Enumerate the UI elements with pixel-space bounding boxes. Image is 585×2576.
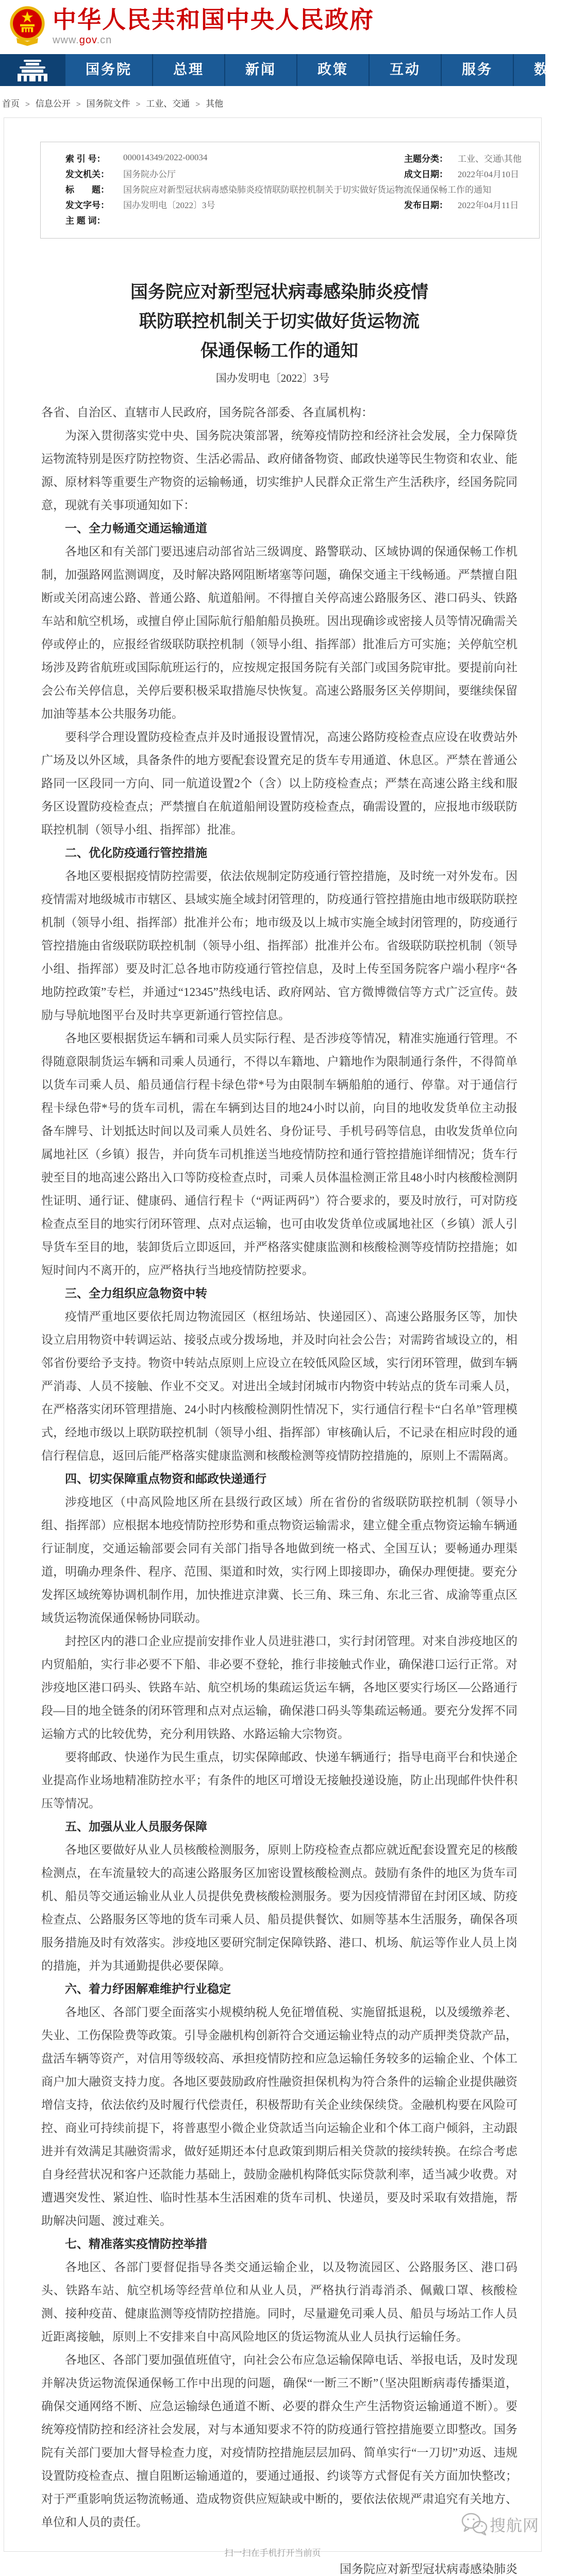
meta-label: 主题分类： (404, 154, 448, 164)
section-heading: 三、全力组织应急物资中转 (65, 1287, 207, 1300)
breadcrumb-separator: > (76, 100, 81, 109)
meta-label: 发文字号： (65, 200, 109, 210)
section-heading: 一、全力畅通交通运输通道 (65, 522, 207, 535)
section-heading: 五、加强从业人员服务保障 (65, 1820, 207, 1833)
body-paragraph: 各地区要做好从业人员核酸检测服务，原则上防疫检查点都应就近配套设置充足的核酸检测点，在车流量较大的高速公路服务区加密设置核酸检测点。鼓励有条件的地区为货车司机、船员等交通运输业从业人员提供免费核酸检测服务。要为因疫情滞留在封闭区域、防疫检查点、公路服务区等地的货车司乘人员、船员提供餐饮、如厕等基本生活服务，确保各项服务措施及时有效落实。涉疫地区要研究制定保障铁路、港口、机场、航运等作业人员上岗的措施，并为其通勤提供必要保障。 (41, 1843, 517, 1972)
meta-value: 国务院办公厅 (123, 169, 176, 179)
nav-items (64, 54, 585, 86)
nav-home-button[interactable] (0, 54, 64, 86)
meta-value: 2022年04月10日 (458, 169, 519, 179)
body-paragraph: 涉疫地区（中高风险地区所在县级行政区域）所在省份的省级联防联控机制（领导小组、指挥部）应根据本地疫情防控形势和重点物资运输需求，建立健全重点物资运输车辆通行证制度，交通运输部要会同有关部门指导各地做到统一格式、全国互认；要畅通办理渠道，明确办理条件、程序、范围、渠道和时效，实行网上即接即办，确保办理便捷。要充分发挥区域统筹协调机制作用，加快推进京津冀、长三角、珠三角、东北三省、成渝等重点区域货运物流保通保畅协同联动。 (41, 1496, 517, 1624)
site-title: 中华人民共和国中央人民政府 (53, 6, 374, 33)
wechat-icon (461, 2512, 488, 2536)
meta-label: 标 题： (65, 184, 109, 195)
signature-block (340, 2555, 517, 2576)
body-paragraph: 封控区内的港口企业应提前安排作业人员进驻港口，实行封闭管理。对来自涉疫地区的内贸船舶，实行非必要不下船、非必要不登轮，推行非接触式作业，确保港口运行正常。对涉疫地区港口码头、铁路车站、航空机场的集疏运货运车辆，各地区要实行场区—公路通行段—目的地全链条的闭环管理和点对点运输，确保港口码头等集疏运畅通。要充分发挥不同运输方式的比较优势，充分利用铁路、水路运输大宗物资。 (41, 1635, 517, 1740)
breadcrumb (0, 86, 545, 117)
breadcrumb-separator: > (195, 100, 200, 109)
meta-label: 发布日期： (404, 200, 448, 210)
meta-value: 2022年04月11日 (458, 200, 519, 210)
body-paragraph: 疫情严重地区要依托周边物流园区（枢纽场站、快递园区）、高速公路服务区等，加快设立启用物资中转调运站、接驳点或分拨场地，并及时向社会公告；对需跨省域设立的，相邻省份要给予支持。物资中转站点原则上应设立在较低风险区域，实行闭环管理，做到车辆严消毒、人员不接触、作业不交叉。对进出全域封闭城市内物资中转站点的货车司乘人员，在严格落实闭环管理措施、24小时内核酸检测阴性情况下，实行通信行程卡“白名单”管理模式，经地市级以上联防联控机制（领导小组、指挥部）审核确认后，不记录在相应时段的通信行程信息，返回后能严格落实健康监测和核酸检测等疫情防控措施的，原则上不需隔离。 (41, 1310, 517, 1462)
document-number: 国办发明电〔2022〕3号 (215, 372, 330, 384)
meta-value: 工业、交通\其他 (458, 154, 522, 164)
meta-value: 国务院应对新型冠状病毒感染肺炎疫情联防联控机制关于切实做好货运物流保通保畅工作的通知 (123, 184, 491, 195)
watermark-label: 搜航网 (490, 2516, 539, 2535)
watermark (461, 2512, 539, 2536)
section-heading: 四、切实保障重点物资和邮政快递通行 (65, 1472, 266, 1485)
meta-label: 索 引 号： (65, 154, 106, 164)
breadcrumb-item-5[interactable]: 其他 (206, 99, 224, 109)
meta-table (40, 142, 540, 239)
section-heading: 六、着力纾困解难维护行业稳定 (65, 1982, 231, 1995)
breadcrumb-item-1[interactable]: 首页 (2, 99, 20, 109)
nav-item-3[interactable]: 新闻 (224, 54, 296, 86)
body-paragraph: 各地区要根据疫情防控需要，依法依规制定防疫通行管控措施，及时统一对外发布。因疫情需对地级城市市辖区、县域实施全域封闭管理的，防疫通行管控措施由地市级联防联控机制（领导小组、指挥部）批准并公布；地市级及以上城市实施全域封闭管理的，防疫通行管控措施由省级联防联控机制（领导小组、指挥部）批准并公布。省级联防联控机制（领导小组、指挥部）要及时汇总各地市防疫通行管控信息，及时上传至国务院客户端小程序“各地防控政策”专栏，并通过“12345”热线电话、政府网站、官方微博微信等方式广泛宣传。鼓励与导航地图平台及时共享更新通行管控信息。 (41, 870, 517, 1022)
nav-item-2[interactable]: 总理 (152, 54, 224, 86)
body-paragraph: 各地区、各部门要加强值班值守，向社会公布应急运输保障电话、举报电话，及时发现并解决货运物流保通保畅工作中出现的问题，确保“一断三不断”（坚决阻断病毒传播渠道，确保交通网络不断、应急运输绿色通道不断、必要的群众生产生活物资运输通道不断）。要统筹疫情防控和经济社会发展，对与本通知要求不符的防疫通行管控措施要立即整改。国务院有关部门要加大督导检查力度，对疫情防控措施层层加码、简单实行“一刀切”劝返、违规设置防疫检查点、擅自阻断运输通道的，要通过通报、约谈等方式督促有关方面加快整改；对于严重影响货运物流畅通、造成物资供应短缺或中断的，要依法依规严肃追究有关地方、单位和人员的责任。 (41, 2353, 517, 2529)
nav-item-4[interactable]: 政策 (296, 54, 369, 86)
body-paragraph: 各地区和有关部门要迅速启动部省站三级调度、路警联动、区域协调的保通保畅工作机制，加强路网监测调度，及时解决路网阻断堵塞等问题，确保交通主干线畅通。严禁擅自阻断或关闭高速公路、普通公路、航道船闸。不得擅自关停高速公路服务区、港口码头、铁路车站和航空机场，或擅自停止国际航行船舶船员换班。因出现确诊或密接人员等情况确需关停或停止的，应报经省级联防联控机制（领导小组、指挥部）批准后方可实施；关停航空机场涉及跨省航班或国际航班运行的，应按规定报国务院有关部门或国务院审批。要提前向社会公布关停信息，关停后要积极采取措施尽快恢复。高速公路服务区关停期间，要继续保留加油等基本公共服务功能。 (41, 545, 517, 720)
body-paragraph: 各地区要根据货运车辆和司乘人员实际行程、是否涉疫等情况，精准实施通行管理。不得随意限制货运车辆和司乘人员通行，不得以车籍地、户籍地作为限制通行条件，不得简单以货车司乘人员、船员通信行程卡绿色带*号为由限制车辆船舶的通行、停靠。对于通信行程卡绿色带*号的货车司机，需在车辆到达目的地24小时以前，向目的地收发货单位主动报备车牌号、计划抵达时间以及司乘人员姓名、身份证号、手机号码等信息，由收发货单位向属地社区（乡镇）报告，并向货车司机推送当地疫情防控和通行管控措施详细情况；货车行驶至目的地高速公路出入口等防疫检查点时，司乘人员体温检测正常且48小时内核酸检测阴性证明、通行证、健康码、通信行程卡（“两证两码”）符合要求的，要及时放行，可对防疫检查点至目的地实行闭环管理、点对点运输，也可由收发货单位或属地社区（乡镇）派人引导货车至目的地，装卸货后立即返回，并严格落实健康监测和核酸检测等疫情防控措施；如短时间内不离开的，应严格执行当地疫情防控要求。 (41, 1032, 517, 1277)
nav-item-5[interactable]: 互动 (369, 54, 441, 86)
meta-value: 国办发明电〔2022〕3号 (123, 200, 215, 210)
breadcrumb-separator: > (25, 100, 30, 109)
breadcrumb-item-3[interactable]: 国务院文件 (86, 99, 130, 109)
meta-label: 主 题 词： (65, 215, 106, 226)
site-url-mid: gov (79, 35, 97, 46)
site-url-pre: www. (53, 35, 79, 46)
body-paragraph: 各地区、各部门要督促指导各类交通运输企业，以及物流园区、公路服务区、港口码头、铁路车站、航空机场等经营单位和从业人员，严格执行消毒消杀、佩戴口罩、核酸检测、接种疫苗、健康监测等疫情防控措施。同时，尽量避免司乘人员、船员与场站工作人员近距离接触，原则上不安排来自中高风险地区的货运物流从业人员执行运输任务。 (41, 2261, 517, 2343)
breadcrumb-item-2[interactable]: 信息公开 (35, 99, 71, 109)
main-nav (0, 54, 565, 86)
signature-org-line1: 国务院应对新型冠状病毒感染肺炎 (340, 2563, 517, 2575)
breadcrumb-separator: > (136, 100, 141, 109)
body-paragraph: 各地区、各部门要全面落实小规模纳税人免征增值税、实施留抵退税，以及缓缴养老、失业、工伤保险费等政策。引导金融机构创新符合交通运输业特点的动产质押类贷款产品，盘活车辆等资产，对信用等级较高、承担疫情防控和应急运输任务较多的运输企业、个体工商户加大融资支持力度。各地区要鼓励政府性融资担保机构为符合条件的运输企业提供融资增信支持，依法依约及时履行代偿责任，积极帮助有关企业续保续贷。金融机构要在风险可控、商业可持续前提下，将普惠型小微企业贷款适当向运输企业和个体工商户倾斜，主动跟进并有效满足其融资需求，做好延期还本付息政策到期后相关贷款的接续转换。在综合考虑自身经营状况和客户还款能力基础上，鼓励金融机构降低实际贷款利率，适当减少收费。对遭遇突发性、紧迫性、临时性基本生活困难的货车司机、快递员，要及时采取有效措施，帮助解决问题、渡过难关。 (41, 2006, 517, 2227)
site-header (0, 0, 545, 54)
breadcrumb-item-4[interactable]: 工业、交通 (146, 99, 190, 109)
meta-label: 成文日期： (404, 169, 448, 179)
body-paragraph: 要将邮政、快递作为民生重点，切实保障邮政、快递车辆通行；指导电商平台和快递企业提高作业场地精准防控水平；有条件的地区可增设无接触投递设施，防止出现邮件快件积压等情况。 (41, 1751, 517, 1810)
meta-label: 发文机关： (65, 169, 109, 179)
site-url (53, 35, 374, 46)
national-emblem-icon (9, 5, 45, 48)
body-paragraph: 要科学合理设置防疫检查点并及时通报设置情况，高速公路防疫检查点应设在收费站外广场及以外区域，具备条件的地方要配套设置充足的货车专用通道、休息区。严禁在普通公路同一区段同一方向、同一航道设置2个（含）以上防疫检查点；严禁在高速公路主线和服务区设置防疫检查点；严禁擅自在航道船闸设置防疫检查点，确需设置的，应报地市级联防联控机制（领导小组、指挥部）批准。 (41, 731, 517, 836)
document-title: 国务院应对新型冠状病毒感染肺炎疫情 联防联控机制关于切实做好货运物流 保通保畅工作的通知 (130, 283, 428, 361)
section-heading: 七、精准落实疫情防控举措 (65, 2238, 207, 2250)
site-url-post: .cn (96, 35, 112, 46)
nav-item-6[interactable]: 服务 (441, 54, 513, 86)
header-text (53, 5, 374, 46)
nav-item-1[interactable]: 国务院 (64, 54, 152, 86)
tiananmen-icon (16, 59, 48, 81)
body-paragraph: 为深入贯彻落实党中央、国务院决策部署，统筹疫情防控和经济社会发展，全力保障货运物流特别是医疗防控物资、生活必需品、政府储备物资、邮政快递等民生物资和农业、能源、原材料等重要生产物资的运输畅通，切实维护人民群众正常生产生活秩序，经国务院同意，现就有关事项通知如下： (41, 429, 517, 512)
section-heading: 二、优化防疫通行管控措施 (65, 846, 207, 859)
scan-open-tip[interactable]: 扫一扫在手机打开当前页 (224, 2548, 321, 2558)
body-paragraph: 各省、自治区、直辖市人民政府，国务院各部委、各直属机构： (41, 406, 373, 419)
doc-body (41, 401, 517, 2534)
nav-item-7[interactable]: 数据 (513, 54, 585, 86)
meta-value: 000014349/2022-00034 (123, 152, 208, 162)
